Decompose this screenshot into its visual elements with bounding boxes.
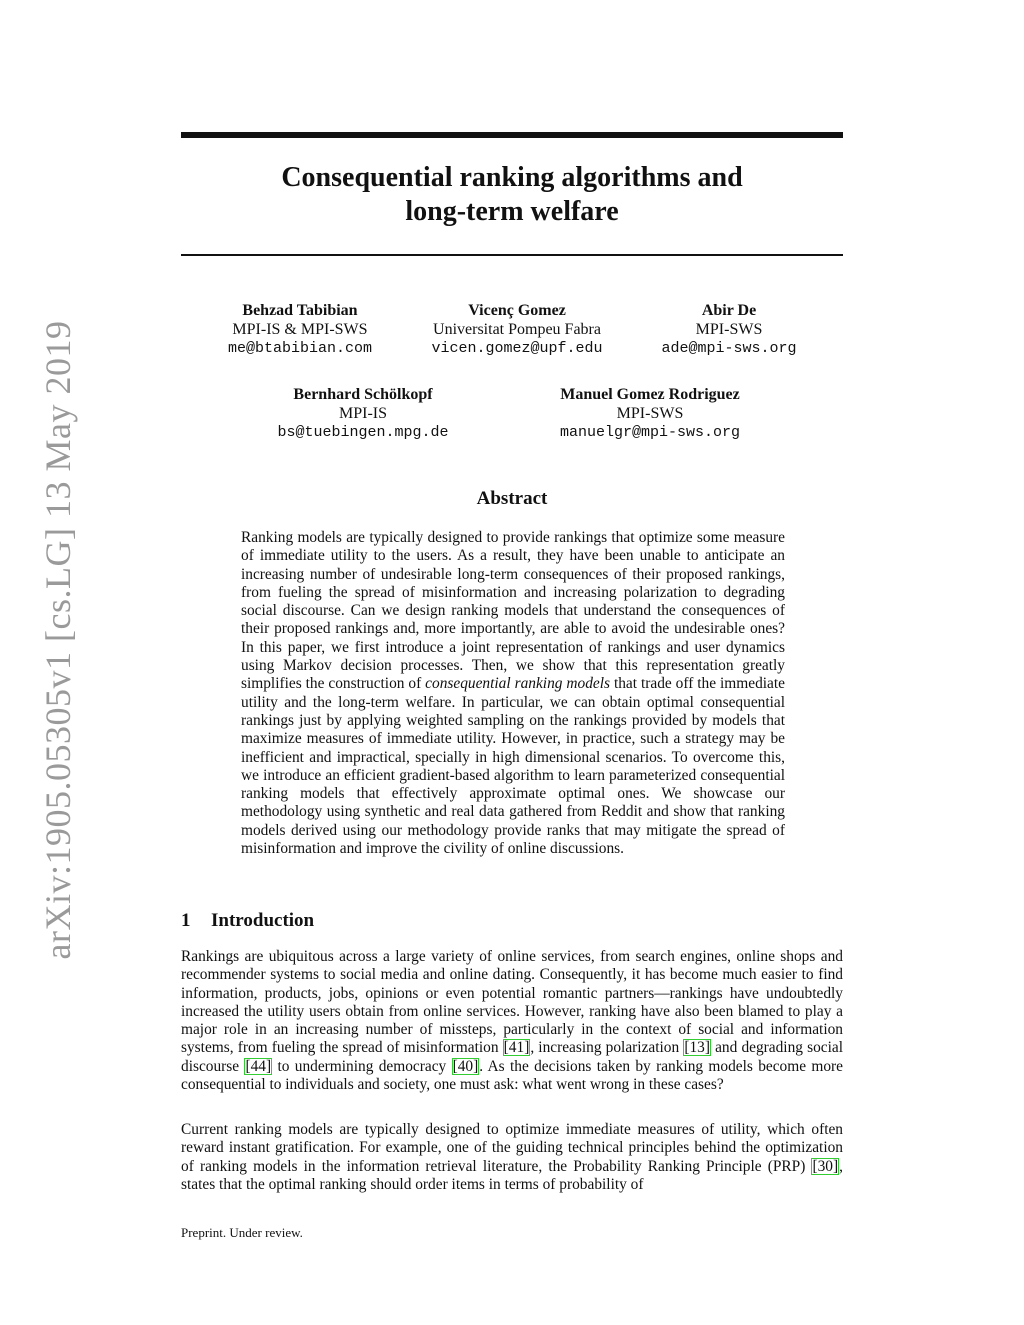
author-block: [639, 301, 819, 358]
author-name: Abir De: [701, 302, 757, 319]
author-affiliation: MPI-SWS: [695, 321, 763, 338]
author-block: [200, 301, 400, 358]
abstract-text: [241, 529, 785, 858]
abstract-text-part: that trade off the immediate utility and the long-term welfare. In particular, we can obtain optimal consequential rankings just by applying weighted sampling on the rankings provided by models that maximize measures of immediate utility. However, in practice, such a strategy may be inefficient and impractical, specially in high dimensional scenarios. To overcome this, we introduce an efficient gradient-based algorithm to learn parameterized consequential ranking models that effectively approximate optimal ones. We showcase our methodology using synthetic and real data gathered from Reddit and show that ranking models derived using our methodology provide ranks that may mitigate the spread of misinformation and improve the civility of online discussions.: [241, 675, 785, 858]
title-top-rule: [181, 132, 843, 138]
author-name: Bernhard Schölkopf: [293, 386, 433, 403]
author-email: manuelgr@mpi-sws.org: [559, 424, 741, 441]
paper-title: [181, 161, 843, 229]
citation-link[interactable]: [13]: [684, 1039, 710, 1057]
author-affiliation: Universitat Pompeu Fabra: [433, 321, 601, 338]
title-line-2: long-term welfare: [405, 196, 619, 227]
author-email: vicen.gomez@upf.edu: [431, 340, 603, 357]
citation-link[interactable]: [41]: [503, 1039, 530, 1057]
intro-paragraph-1: [181, 948, 843, 1094]
author-affiliation: MPI-IS: [338, 405, 387, 422]
author-affiliation: MPI-SWS: [616, 405, 684, 422]
author-affiliation: MPI-IS & MPI-SWS: [232, 321, 368, 338]
abstract-heading: Abstract: [476, 488, 548, 509]
title-line-1: Consequential ranking algorithms and: [281, 162, 743, 193]
abstract-text-part: Ranking models are typically designed to provide rankings that optimize some measure of immediate utility to the users. As a result, they have been unable to anticipate an increasing number of undesirable long-term consequences of their proposed rankings, from fueling the spread of misinformation and increasing polarization to degrading social discourse. Can we design ranking models that understand the consequences of their proposed rankings and, more importantly, are able to avoid the undesirable ones? In this paper, we first introduce a joint representation of rankings and user dynamics using Markov decision processes. Then, we show that this representation greatly simplifies the construction of: [241, 529, 785, 693]
author-name: Manuel Gomez Rodriguez: [560, 386, 740, 403]
paragraph-text: Current ranking models are typically designed to optimize immediate measures of utility, which often reward instant gratification. For example, one of the guiding technical principles behind the optimization of ranking models in the information retrieval literature, the Probability Ranking Principle (PRP): [181, 1121, 843, 1175]
paragraph-text: , increasing polarization: [530, 1039, 684, 1057]
author-email: bs@tuebingen.mpg.de: [277, 424, 449, 441]
author-name: Vicenç Gomez: [468, 302, 566, 319]
preprint-footer: Preprint. Under review.: [181, 1225, 303, 1240]
section-number: 1: [181, 910, 191, 931]
section-heading-introduction: [181, 910, 314, 932]
paragraph-text: . As the decisions taken by ranking models become more consequential to individuals and society, one must ask: what went wrong in these cases?: [181, 1057, 843, 1094]
paragraph-text: Rankings are ubiquitous across a large variety of online services, from search engines, online shops and recommender systems to social media and online dating. Consequently, it has become much easier to find information, products, jobs, opinions or even potential romantic partners—rankings have undoubtedly increased the utility users obtain from online services. However, ranking have also been blamed to play a major role in an increasing number of missteps, particularly in the context of social and information systems, from fueling the spread of misinformation: [181, 948, 843, 1057]
paragraph-text: and degrading social discourse: [181, 1039, 844, 1075]
arxiv-identifier-stamp: arXiv:1905.05305v1 [cs.LG] 13 May 2019: [38, 320, 78, 960]
author-name: Behzad Tabibian: [242, 302, 358, 319]
abstract-emphasis: consequential ranking models: [425, 675, 611, 693]
author-email: me@btabibian.com: [227, 340, 373, 357]
citation-link[interactable]: [44]: [245, 1057, 272, 1075]
intro-paragraph-2: [181, 1121, 843, 1194]
author-email: ade@mpi-sws.org: [661, 340, 797, 357]
author-block: [530, 385, 770, 442]
author-block: [407, 301, 627, 358]
paragraph-text: to undermining democracy: [272, 1057, 452, 1075]
title-bottom-rule: [181, 254, 843, 256]
citation-link[interactable]: [30]: [812, 1157, 839, 1175]
section-title: Introduction: [211, 910, 315, 931]
citation-link[interactable]: [40]: [452, 1057, 479, 1075]
author-block: [253, 385, 473, 442]
paragraph-text: , states that the optimal ranking should order items in terms of probability of: [181, 1157, 843, 1193]
